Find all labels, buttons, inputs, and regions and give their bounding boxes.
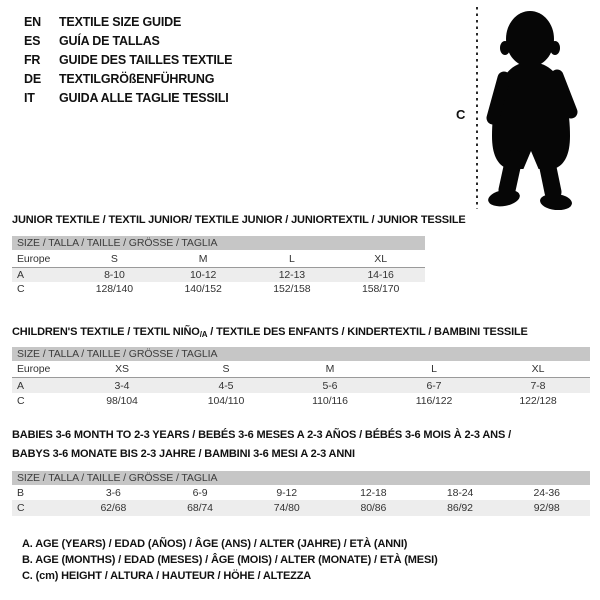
size-cell: 68/74 — [187, 502, 213, 514]
size-cell: S — [110, 252, 118, 265]
size-cell: 12-18 — [360, 486, 387, 499]
section-title — [12, 325, 590, 340]
size-cell: 110/116 — [312, 394, 348, 407]
size-header-bar: SIZE / TALLA / TAILLE / GRÖSSE / TAGLIA — [12, 347, 590, 361]
legend-line: C. (cm) HEIGHT / ALTURA / HAUTEUR / HÖHE / ALTEZZA — [22, 570, 312, 582]
section-title — [12, 426, 590, 464]
row-label: A — [17, 379, 24, 392]
size-cell: 116/122 — [415, 394, 453, 407]
size-header-bar: SIZE / TALLA / TAILLE / GRÖSSE / TAGLIA — [12, 236, 425, 250]
size-cell: 128/140 — [95, 283, 133, 295]
language-code: FR — [24, 53, 41, 67]
table-row — [12, 250, 425, 268]
size-cell: 8-10 — [104, 269, 125, 281]
language-title: GUIDE DES TAILLES TEXTILE — [59, 53, 233, 67]
size-header-bar: SIZE / TALLA / TAILLE / GRÖSSE / TAGLIA — [12, 471, 590, 485]
size-cell: XL — [374, 252, 387, 265]
size-cell: 122/128 — [519, 394, 557, 407]
row-label: Europe — [17, 252, 51, 265]
legend — [22, 536, 438, 584]
size-cell: 10-12 — [189, 269, 217, 281]
table-row — [12, 378, 590, 393]
size-cell: 62/68 — [100, 502, 127, 514]
baby-silhouette-icon — [484, 6, 596, 210]
section-title-text: BABIES 3-6 MONTH TO 2-3 YEARS / BEBÉS 3-6 MESES A 2-3 AÑOS / BÉBÉS 3-6 MOIS À 2-3 ANS / — [12, 429, 511, 441]
size-table-section — [12, 426, 590, 516]
height-measure-line — [476, 7, 478, 209]
row-label: A — [17, 269, 24, 281]
size-figure — [0, 0, 600, 215]
size-cell: XS — [115, 363, 129, 375]
size-cell: 18-24 — [446, 486, 474, 499]
size-cell: 80/86 — [360, 502, 387, 514]
section-title-text: / TEXTILE DES ENFANTS / KINDERTEXTIL / BAMBINI TESSILE — [207, 326, 528, 338]
size-cell: M — [325, 363, 335, 375]
language-title: TEXTILE SIZE GUIDE — [59, 15, 182, 29]
table-row — [12, 500, 590, 516]
table-row — [12, 361, 590, 378]
table-row — [12, 485, 590, 500]
language-title: GUIDA ALLE TAGLIE TESSILI — [59, 91, 229, 105]
size-cell: 158/170 — [361, 283, 400, 295]
language-code: DE — [24, 72, 41, 86]
size-cell: 9-12 — [276, 486, 297, 499]
row-label: Europe — [17, 363, 51, 375]
section-title-text: JUNIOR TEXTILE / TEXTIL JUNIOR/ TEXTILE JUNIOR / JUNIORTEXTIL / JUNIOR TESSILE — [12, 214, 466, 226]
size-cell: 86/92 — [447, 502, 473, 514]
size-cell: 74/80 — [273, 502, 300, 514]
language-code: EN — [24, 15, 41, 29]
language-title: GUÍA DE TALLAS — [59, 34, 160, 48]
size-cell: 24-36 — [533, 486, 560, 499]
size-cell: 14-16 — [367, 269, 394, 281]
language-title: TEXTILGRÖßENFÜHRUNG — [59, 72, 215, 86]
legend-line: B. AGE (MONTHS) / EDAD (MESES) / ÂGE (MOIS) / ALTER (MONATE) / ETÀ (MESI) — [22, 554, 438, 566]
size-cell: 6-9 — [192, 486, 208, 499]
size-cell: 3-4 — [114, 379, 130, 392]
height-label: C — [456, 107, 466, 122]
size-cell: L — [289, 252, 295, 265]
table-row — [12, 282, 425, 296]
size-cell: XL — [531, 363, 545, 375]
size-cell: 3-6 — [105, 486, 121, 499]
section-title-text: CHILDREN'S TEXTILE / TEXTIL NIÑO — [12, 326, 200, 338]
size-cell: 104/110 — [207, 394, 245, 407]
size-cell: 7-8 — [530, 379, 546, 392]
table-row — [12, 268, 425, 282]
section-title-line2: BABYS 3-6 MONATE BIS 2-3 JAHRE / BAMBINI 3-6 MESI A 2-3 ANNI — [12, 448, 355, 460]
table-row — [12, 393, 590, 408]
size-cell: 140/152 — [184, 283, 222, 295]
size-cell: 92/98 — [533, 502, 560, 514]
size-cell: S — [222, 363, 230, 375]
row-label: B — [17, 486, 24, 499]
size-cell: 6-7 — [426, 379, 442, 392]
language-code: IT — [24, 91, 35, 105]
row-label: C — [17, 502, 25, 514]
size-cell: M — [198, 252, 208, 265]
section-title-subscript: /A — [199, 330, 208, 339]
size-cell: 5-6 — [322, 379, 338, 392]
legend-line: A. AGE (YEARS) / EDAD (AÑOS) / ÂGE (ANS) / ALTER (JAHRE) / ETÀ (ANNI) — [22, 538, 408, 550]
row-label: C — [17, 283, 25, 295]
size-cell: 4-5 — [218, 379, 234, 392]
section-title — [12, 213, 466, 227]
size-table-section — [12, 325, 590, 408]
size-cell: 152/158 — [273, 283, 311, 295]
size-cell: L — [431, 363, 437, 375]
row-label: C — [17, 394, 25, 407]
language-code: ES — [24, 34, 41, 48]
size-table-section — [12, 213, 466, 296]
size-cell: 12-13 — [278, 269, 306, 281]
size-cell: 98/104 — [106, 394, 138, 407]
